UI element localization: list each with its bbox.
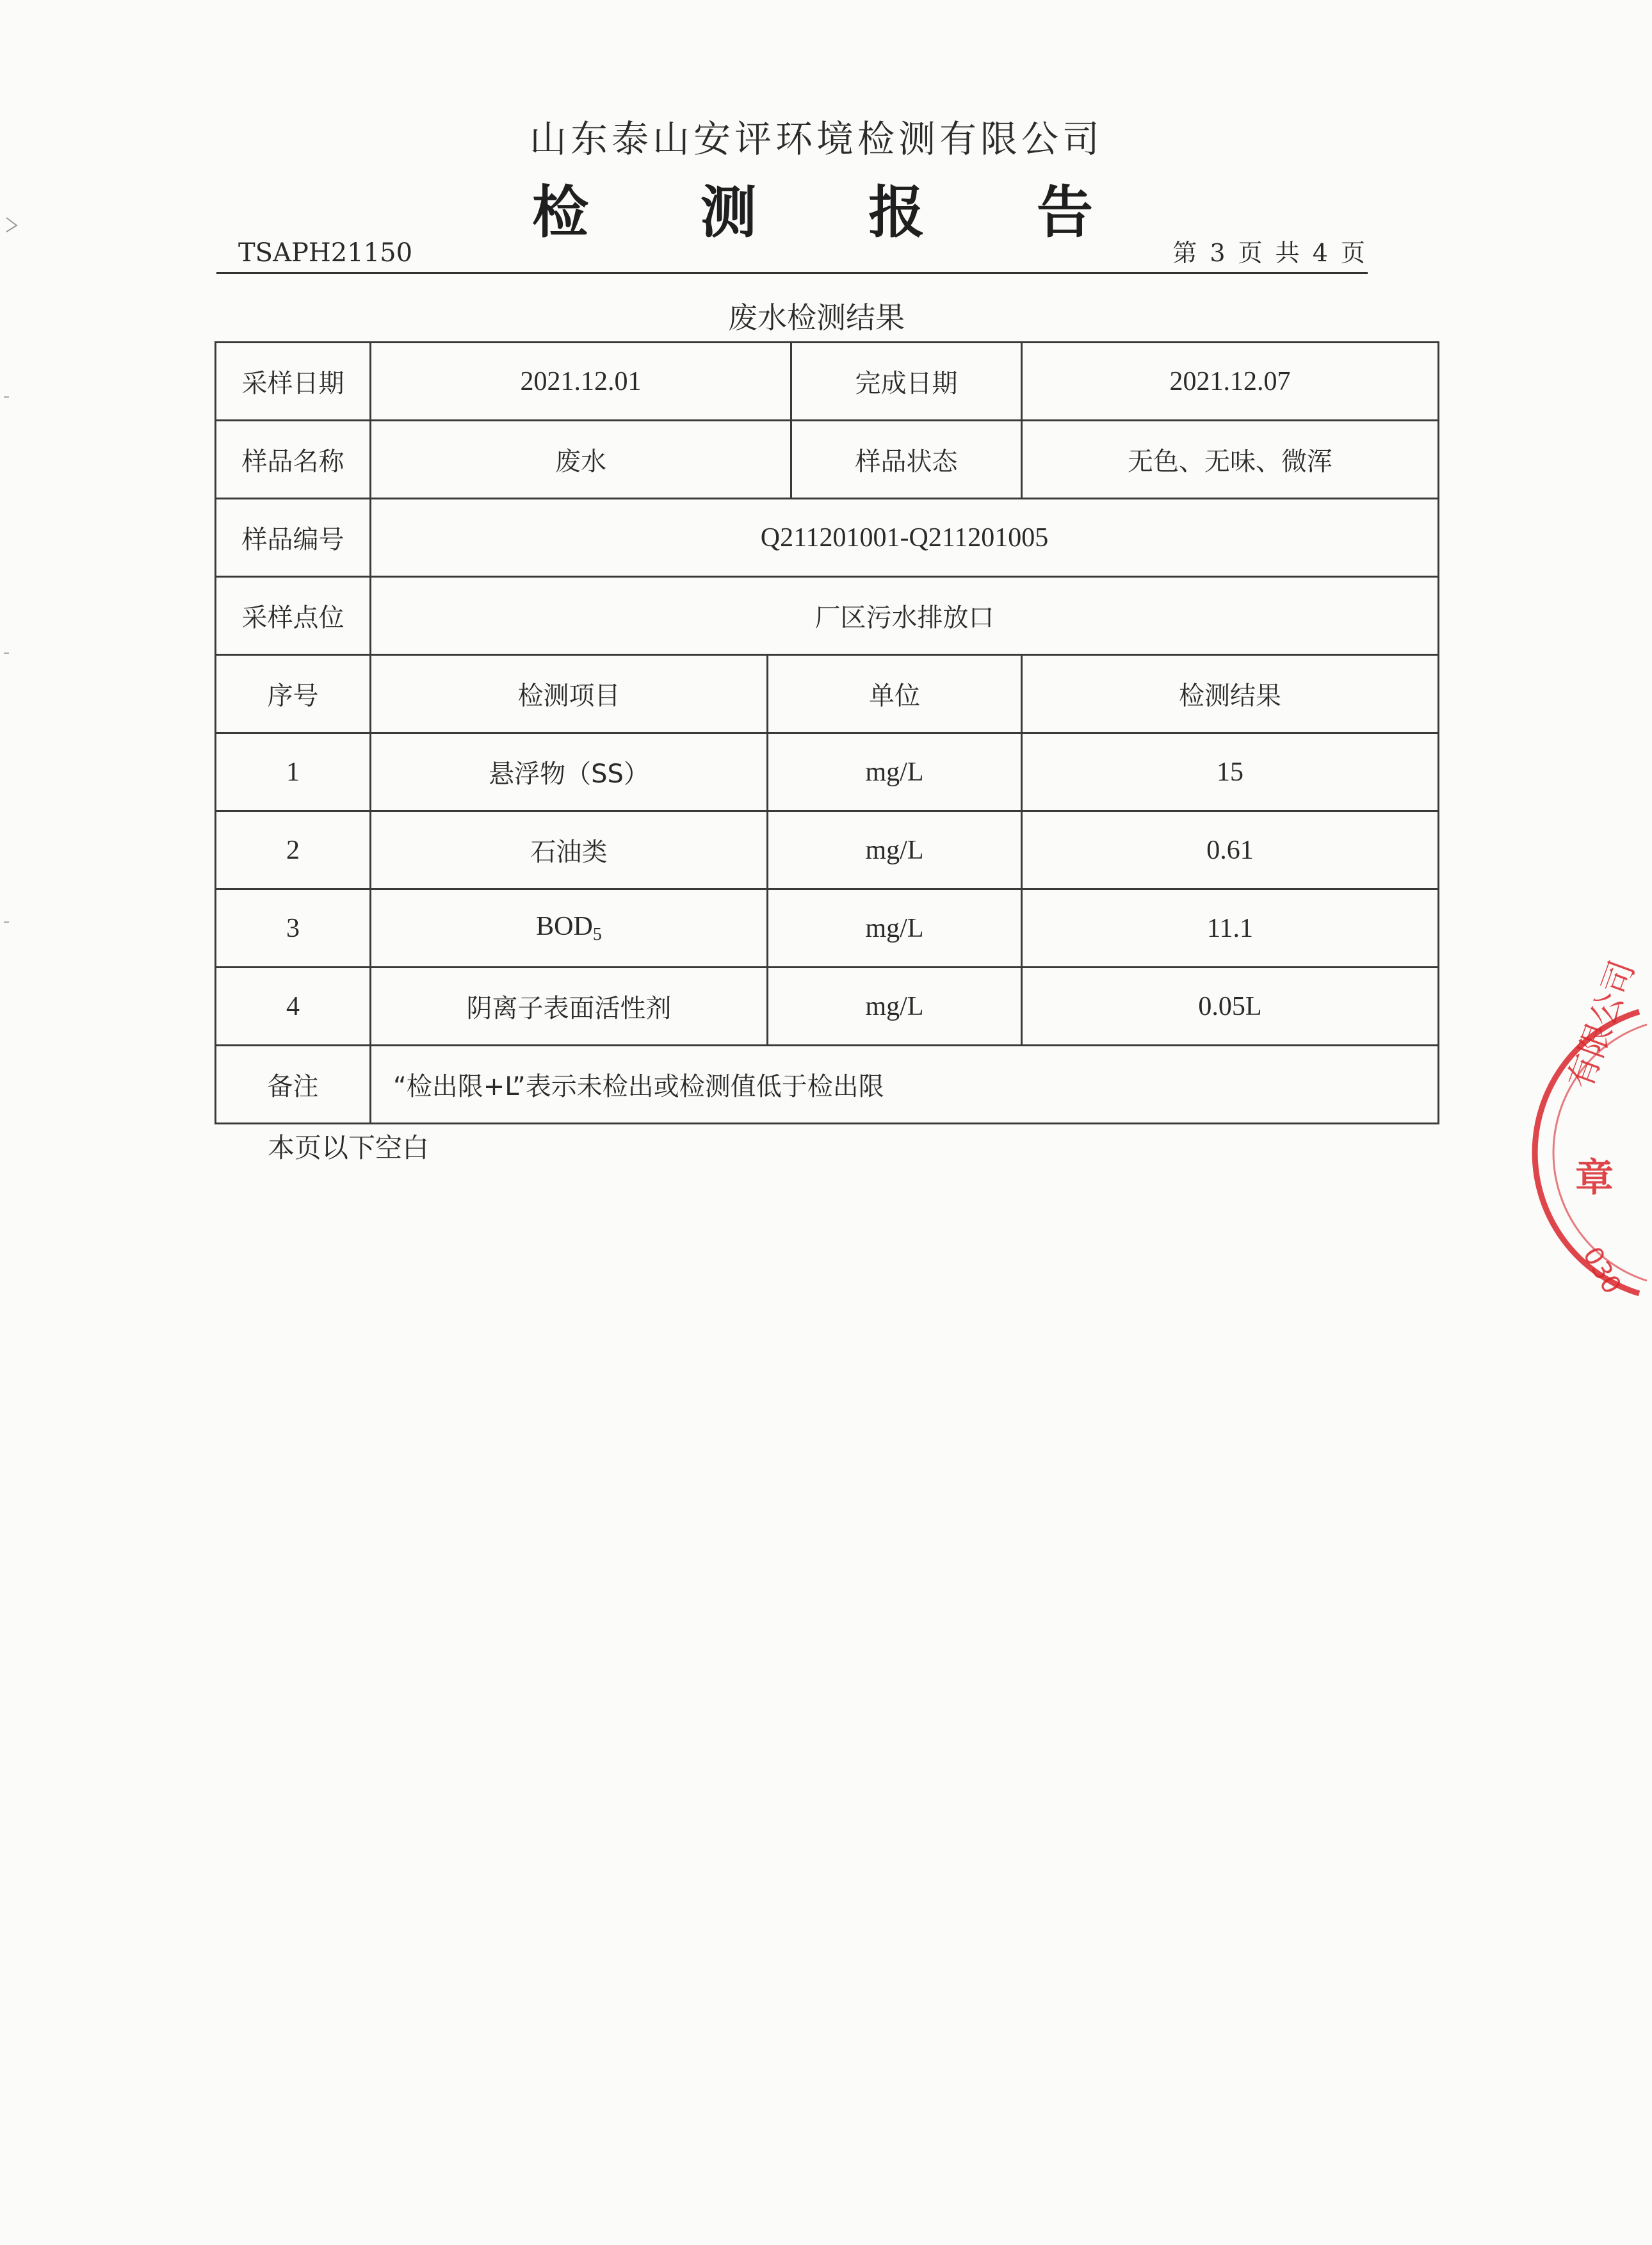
svg-text:章: 章 bbox=[1575, 1156, 1614, 1201]
table-row bbox=[216, 733, 1439, 811]
row-item: 悬浮物（SS） bbox=[371, 733, 768, 811]
svg-text:030: 030 bbox=[1576, 1242, 1627, 1299]
info-row-sample-no bbox=[216, 499, 1439, 577]
row-item bbox=[371, 889, 768, 968]
row-result: 15 bbox=[1022, 733, 1439, 811]
row-unit: mg/L bbox=[768, 733, 1022, 811]
column-header-result: 检测结果 bbox=[1022, 655, 1439, 733]
remark-row bbox=[216, 1046, 1439, 1124]
row-unit: mg/L bbox=[768, 889, 1022, 968]
row-seq: 1 bbox=[216, 733, 371, 811]
row-seq: 4 bbox=[216, 968, 371, 1046]
sample-no-label: 样品编号 bbox=[216, 499, 371, 577]
sampling-date-label: 采样日期 bbox=[216, 343, 371, 421]
row-result: 11.1 bbox=[1022, 889, 1439, 968]
sample-state-label: 样品状态 bbox=[791, 421, 1022, 499]
table-row bbox=[216, 811, 1439, 889]
sampling-point-label: 采样点位 bbox=[216, 577, 371, 655]
sample-no-value: Q211201001-Q211201005 bbox=[371, 499, 1439, 577]
scan-edge-marks bbox=[0, 0, 26, 2245]
info-row-dates bbox=[216, 343, 1439, 421]
row-item: 石油类 bbox=[371, 811, 768, 889]
finish-date-value: 2021.12.07 bbox=[1022, 343, 1439, 421]
row-seq: 3 bbox=[216, 889, 371, 968]
sampling-point-value: 厂区污水排放口 bbox=[371, 577, 1439, 655]
column-header-seq: 序号 bbox=[216, 655, 371, 733]
column-header-item: 检测项目 bbox=[371, 655, 768, 733]
header-rule bbox=[216, 272, 1368, 274]
sample-state-value: 无色、无味、微浑 bbox=[1022, 421, 1439, 499]
svg-text:有限公司: 有限公司 bbox=[1560, 955, 1643, 1094]
remark-label: 备注 bbox=[216, 1046, 371, 1124]
column-header-unit: 单位 bbox=[768, 655, 1022, 733]
remark-text: “检出限+L”表示未检出或检测值低于检出限 bbox=[371, 1046, 1439, 1124]
section-title: 废水检测结果 bbox=[728, 300, 905, 335]
sample-name-label: 样品名称 bbox=[216, 421, 371, 499]
report-title: 检 测 报 告 bbox=[532, 179, 1139, 245]
company-name: 山东泰山安评环境检测有限公司 bbox=[529, 117, 1103, 161]
report-number: TSAPH21150 bbox=[238, 238, 413, 268]
results-table bbox=[215, 341, 1439, 1124]
page-info: 第 3 页 共 4 页 bbox=[1172, 239, 1368, 267]
row-seq: 2 bbox=[216, 811, 371, 889]
company-seal-stamp bbox=[1560, 955, 1652, 1300]
info-row-sample bbox=[216, 421, 1439, 499]
row-item: 阴离子表面活性剂 bbox=[371, 968, 768, 1046]
row-result: 0.61 bbox=[1022, 811, 1439, 889]
table-row bbox=[216, 889, 1439, 968]
row-result: 0.05L bbox=[1022, 968, 1439, 1046]
finish-date-label: 完成日期 bbox=[791, 343, 1022, 421]
row-item-subscript: 5 bbox=[592, 925, 602, 944]
row-item-main: BOD bbox=[536, 912, 593, 941]
info-row-sampling-point bbox=[216, 577, 1439, 655]
row-unit: mg/L bbox=[768, 968, 1022, 1046]
column-header-row bbox=[216, 655, 1439, 733]
table-row bbox=[216, 968, 1439, 1046]
sample-name-value: 废水 bbox=[371, 421, 791, 499]
sampling-date-value: 2021.12.01 bbox=[371, 343, 791, 421]
blank-below-note: 本页以下空白 bbox=[268, 1132, 430, 1163]
row-unit: mg/L bbox=[768, 811, 1022, 889]
